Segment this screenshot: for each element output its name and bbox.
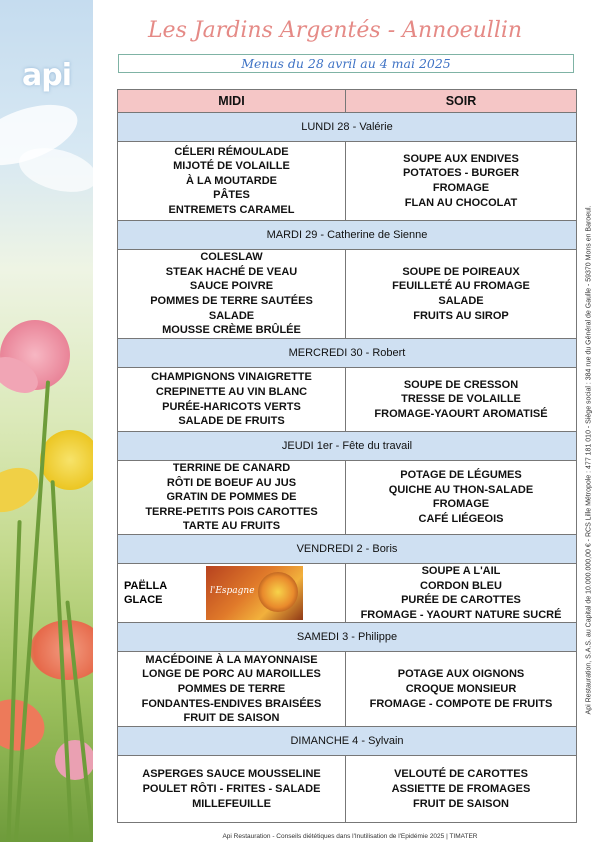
menu-cell-tuesday-midi bbox=[118, 250, 346, 339]
dish-item: ASPERGES SAUCE MOUSSELINE bbox=[142, 768, 321, 781]
dish-item: TERRINE DE CANARD bbox=[172, 462, 291, 474]
dish-item: PAËLLA bbox=[124, 579, 168, 592]
dish-item: CREPINETTE AU VIN BLANC bbox=[155, 385, 308, 398]
menu-cell-saturday-midi bbox=[118, 652, 346, 727]
day-header-saturday: SAMEDI 3 - Philippe bbox=[118, 623, 577, 652]
dish-item: CÉLERI RÉMOULADE bbox=[174, 145, 289, 158]
dish-item: POMMES DE TERRE bbox=[177, 683, 286, 696]
dish-item: FROMAGE-YAOURT AROMATISÉ bbox=[374, 407, 548, 420]
day-header-sunday: DIMANCHE 4 - Sylvain bbox=[118, 727, 577, 756]
dish-item: FROMAGE - YAOURT NATURE SUCRÉ bbox=[360, 608, 562, 621]
dish-item: POMMES DE TERRE SAUTÉES bbox=[150, 295, 313, 307]
dish-item: FRUIT DE SAISON bbox=[183, 712, 280, 725]
menu-cell-tuesday-soir bbox=[346, 250, 577, 339]
dish-item: SOUPE AUX ENDIVES bbox=[403, 152, 519, 165]
paella-pan-illustration bbox=[258, 572, 298, 612]
menu-date-range: Menus du 28 avril au 4 mai 2025 bbox=[118, 54, 574, 73]
dish-item: MACÉDOINE À LA MAYONNAISE bbox=[145, 653, 318, 666]
page-footer: Api Restauration - Conseils diététiques dans l'Inutilisation de l'Epidémie 2025 | TIMATER bbox=[222, 833, 478, 840]
legal-notice-text: Api Restauration, S.A.S. au Capital de 10.000.000,00 € - RCS Lille Métropole : 477 181 010 - Siège social : 384 rue du Général de Gaulle - 59370 Mons en Baroeul. bbox=[585, 205, 593, 715]
dish-item: TARTE AU FRUITS bbox=[182, 520, 281, 533]
menu-cell-monday-soir bbox=[346, 142, 577, 221]
dish-item: TRESSE DE VOLAILLE bbox=[401, 393, 521, 406]
day-header-monday: LUNDI 28 - Valérie bbox=[118, 113, 577, 142]
menu-cell-friday-soir bbox=[346, 563, 577, 622]
dish-item: POTAGE AUX OIGNONS bbox=[397, 668, 525, 681]
dish-item: STEAK HACHÉ DE VEAU bbox=[165, 265, 298, 278]
column-header-midi: MIDI bbox=[118, 90, 346, 113]
api-logo: api bbox=[22, 58, 72, 93]
dish-item: CAFÉ LIÉGEOIS bbox=[418, 513, 504, 526]
dish-item: SALADE bbox=[438, 295, 484, 307]
menu-cell-thursday-soir bbox=[346, 461, 577, 535]
dish-item: SOUPE DE POIREAUX bbox=[402, 265, 520, 278]
dish-item: PÂTES bbox=[213, 189, 250, 202]
day-header-wednesday: MERCREDI 30 - Robert bbox=[118, 339, 577, 368]
day-header-thursday: JEUDI 1er - Fête du travail bbox=[118, 432, 577, 461]
dish-item: CROQUE MONSIEUR bbox=[405, 683, 517, 696]
dish-item: PURÉE-HARICOTS VERTS bbox=[162, 400, 301, 413]
menu-cell-wednesday-soir bbox=[346, 368, 577, 432]
dish-item: MIJOTÉ DE VOLAILLE bbox=[173, 160, 290, 173]
promo-image-label: l'Espagne bbox=[210, 586, 255, 597]
company-legal-notice bbox=[578, 110, 599, 810]
column-header-soir: SOIR bbox=[346, 90, 577, 113]
dish-item: FROMAGE bbox=[432, 182, 490, 194]
dish-item: MILLEFEUILLE bbox=[192, 797, 271, 810]
dish-item: ENTREMETS CARAMEL bbox=[168, 203, 295, 216]
day-header-friday: VENDREDI 2 - Boris bbox=[118, 534, 577, 563]
dish-item: VELOUTÉ DE CAROTTES bbox=[394, 768, 528, 781]
day-header-tuesday: MARDI 29 - Catherine de Sienne bbox=[118, 221, 577, 250]
dish-item: SAUCE POIVRE bbox=[189, 280, 274, 293]
menu-cell-sunday-soir bbox=[346, 756, 577, 823]
dish-item: FONDANTES-ENDIVES BRAISÉES bbox=[141, 697, 322, 710]
dish-item: FROMAGE - COMPOTE DE FRUITS bbox=[369, 697, 553, 710]
dish-item: FEUILLETÉ AU FROMAGE bbox=[392, 280, 530, 293]
dish-item: RÔTI DE BOEUF AU JUS bbox=[166, 476, 297, 489]
dish-item: GRATIN DE POMMES DE bbox=[166, 491, 297, 504]
menu-table bbox=[117, 89, 577, 823]
paella-promo-image bbox=[206, 566, 303, 620]
dish-item: À LA MOUTARDE bbox=[185, 174, 278, 187]
dish-item: CORDON BLEU bbox=[420, 579, 502, 592]
dish-item: SALADE DE FRUITS bbox=[178, 415, 285, 428]
dish-item: SALADE bbox=[208, 309, 255, 322]
dish-item: TERRE-PETITS POIS CAROTTES bbox=[145, 505, 318, 518]
menu-cell-wednesday-midi bbox=[118, 368, 346, 432]
dish-item: CHAMPIGNONS VINAIGRETTE bbox=[151, 371, 312, 384]
menu-cell-sunday-midi bbox=[118, 756, 346, 823]
dish-item: POULET RÔTI - FRITES - SALADE bbox=[142, 783, 321, 796]
dish-item: FRUIT DE SAISON bbox=[413, 797, 509, 810]
dish-item: FRUITS AU SIROP bbox=[413, 309, 509, 322]
menu-cell-friday-midi bbox=[118, 563, 346, 622]
dish-item: GLACE bbox=[124, 594, 163, 607]
dish-item: SOUPE DE CRESSON bbox=[403, 378, 519, 391]
dish-item: FLAN AU CHOCOLAT bbox=[404, 196, 518, 209]
dish-item: SOUPE A L'AIL bbox=[421, 564, 501, 577]
decorative-flower-strip bbox=[0, 0, 93, 842]
dish-item: QUICHE AU THON-SALADE bbox=[388, 483, 534, 496]
dish-item: FROMAGE bbox=[432, 498, 490, 511]
page-title: Les Jardins Argentés - Annoeullin bbox=[147, 18, 523, 43]
dish-item: ASSIETTE DE FROMAGES bbox=[391, 783, 531, 796]
menu-cell-thursday-midi bbox=[118, 461, 346, 535]
menu-cell-monday-midi bbox=[118, 142, 346, 221]
dish-item: POTAGE DE LÉGUMES bbox=[400, 469, 522, 482]
dish-item: COLESLAW bbox=[200, 251, 263, 264]
dish-item: LONGE DE PORC AU MAROILLES bbox=[142, 668, 321, 681]
dish-item: POTATOES - BURGER bbox=[402, 167, 520, 180]
menu-cell-saturday-soir bbox=[346, 652, 577, 727]
dish-item: PURÉE DE CAROTTES bbox=[401, 594, 521, 607]
dish-item: MOUSSE CRÈME BRÛLÉE bbox=[162, 324, 301, 337]
